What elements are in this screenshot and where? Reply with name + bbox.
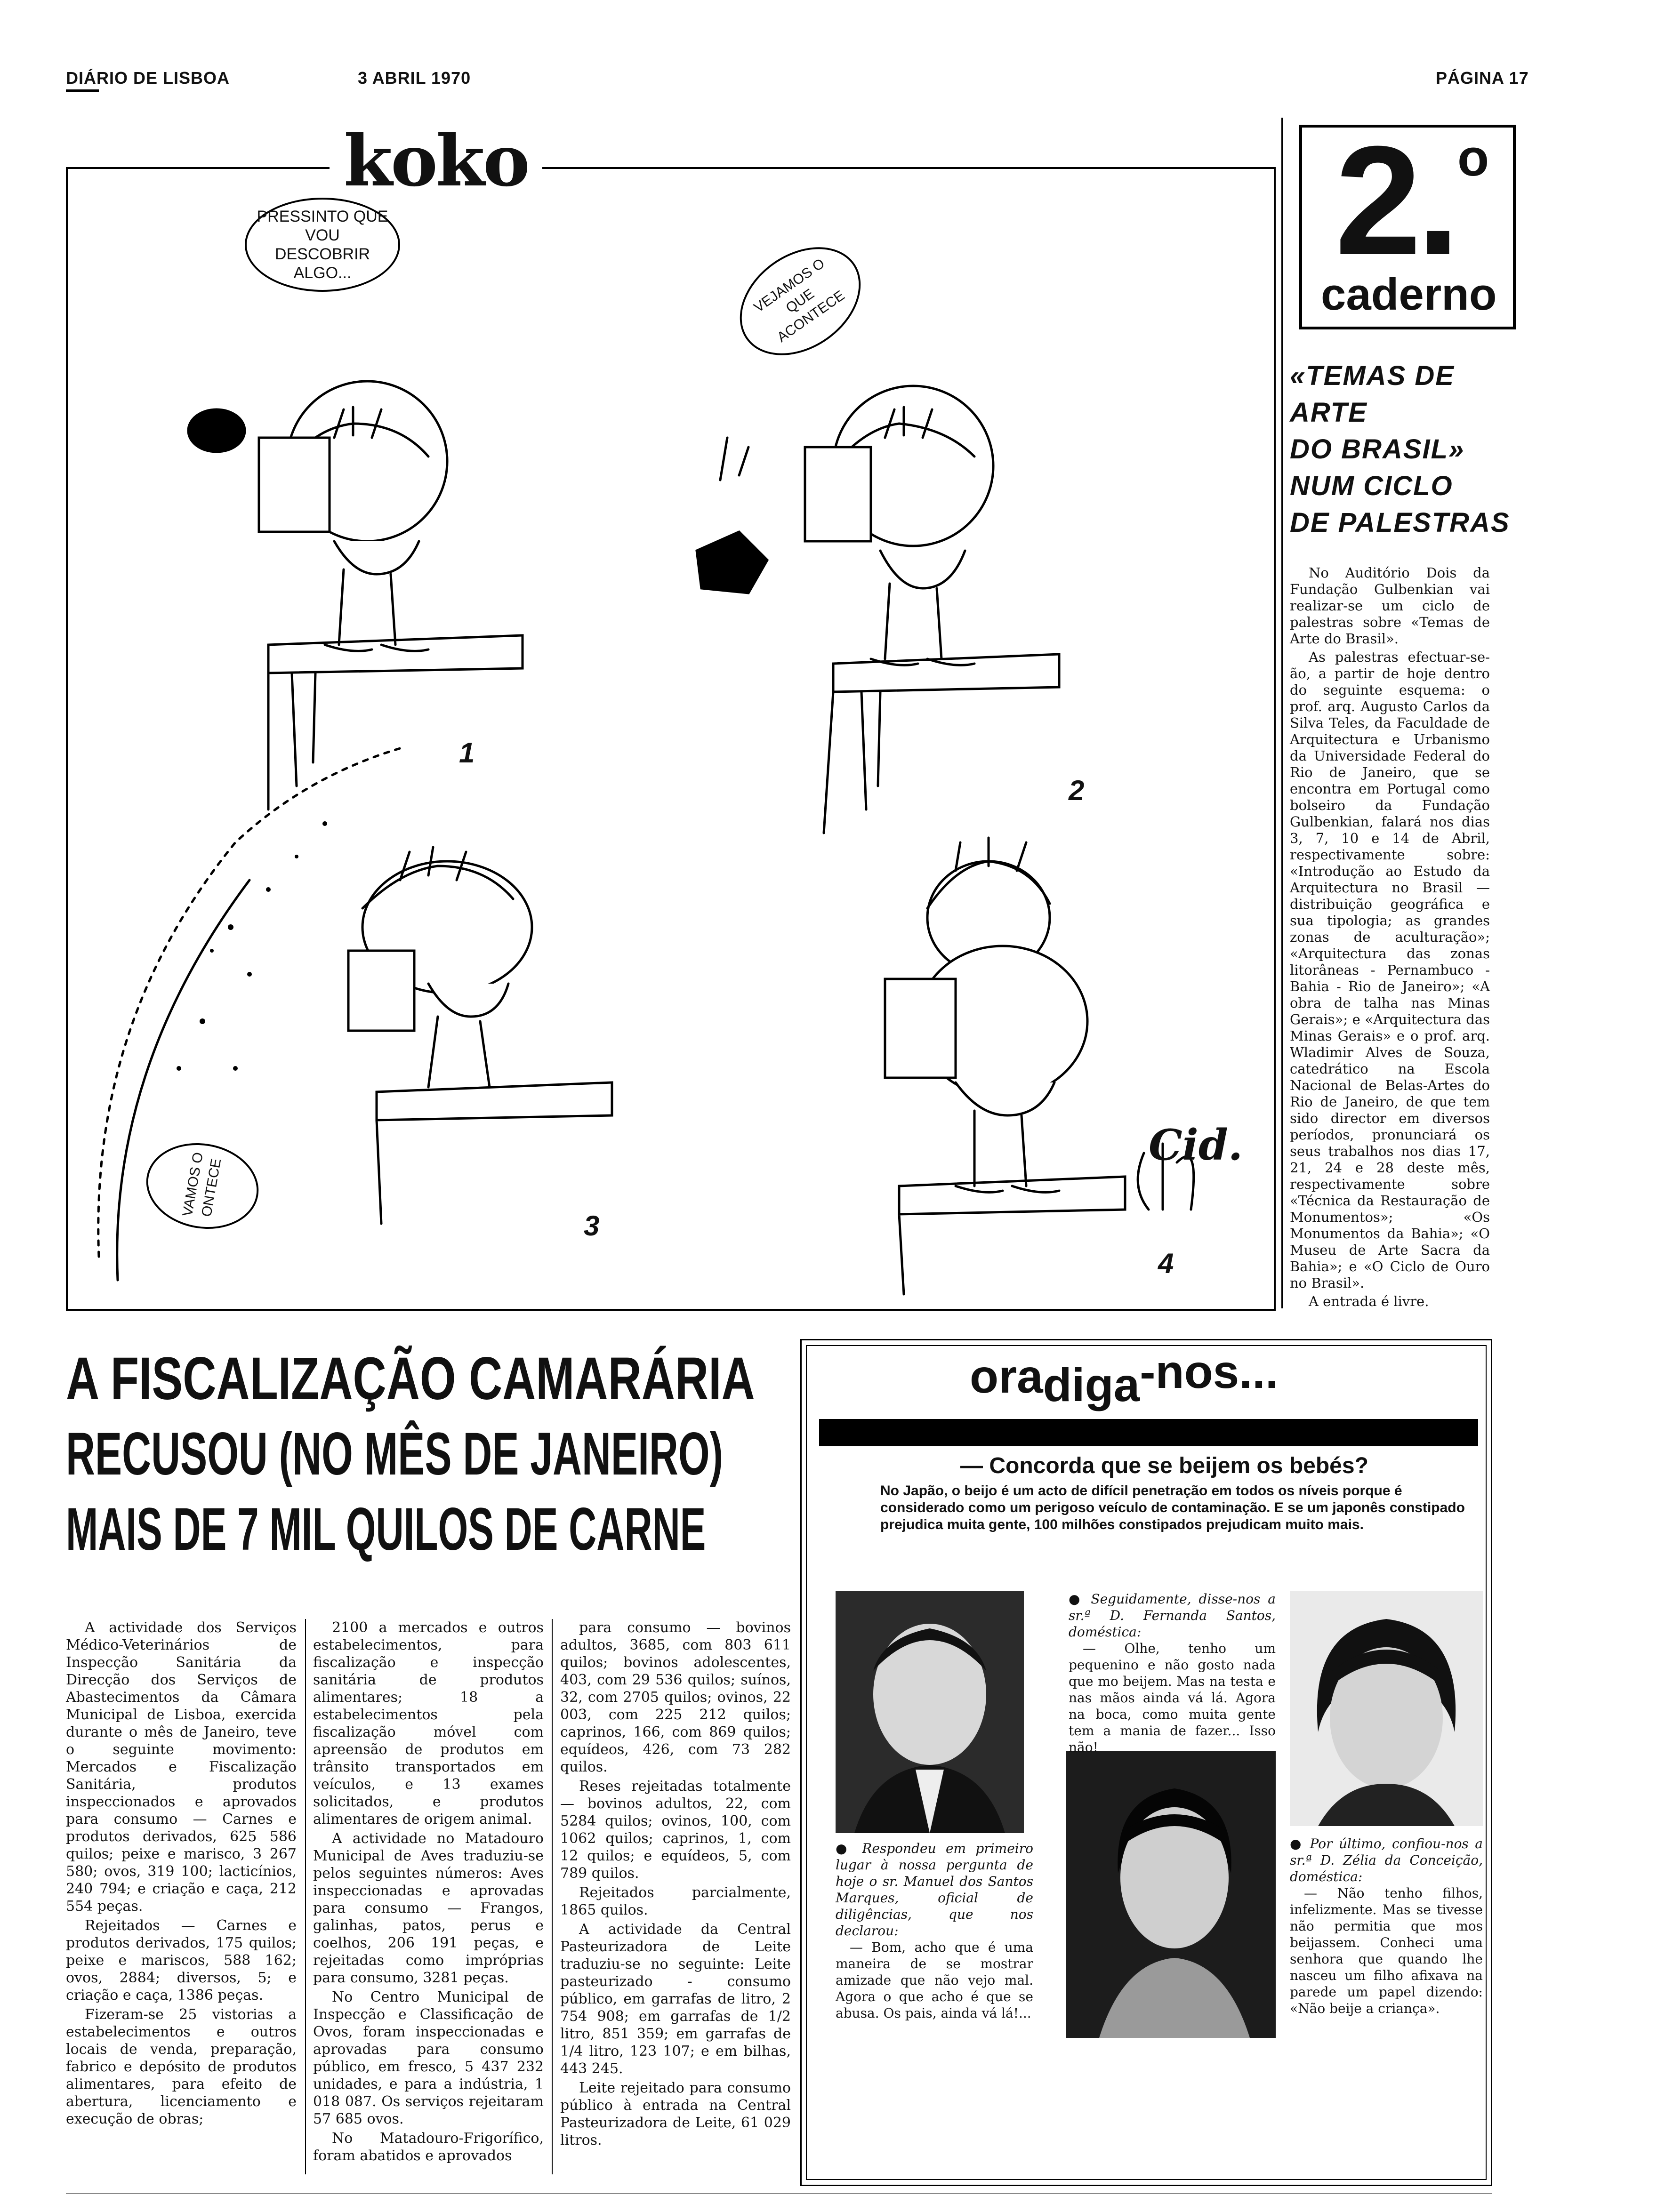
ora-diga-nos-logo bbox=[970, 1346, 1279, 1411]
column-rule bbox=[552, 1619, 553, 2174]
bullet-icon: ● bbox=[1290, 1836, 1310, 1851]
logo-nos: -nos... bbox=[1140, 1346, 1279, 1398]
logo-ora: ora bbox=[970, 1350, 1043, 1403]
bullet-icon: ● bbox=[836, 1841, 862, 1856]
photo-fernanda-santos bbox=[1290, 1591, 1483, 1826]
article-paragraph: 2100 a mercados e outros estabelecimentos, para fiscalização e inspecção sanitária de produtos alimentares; 18 a estabelecimentos pela fiscalização móvel com apreensão de produtos em trânsito transportados em veículos, e 13 exames solicitados, e produtos alimentares de origem animal. bbox=[313, 1619, 544, 1827]
sidebar-headline-line: DO BRASIL» bbox=[1290, 434, 1465, 465]
article-paragraph: No Matadouro-Frigorífico, foram abatidos e aprovados bbox=[313, 2130, 544, 2164]
sidebar-article-body bbox=[1290, 565, 1490, 1312]
issue-date: 3 ABRIL 1970 bbox=[358, 68, 471, 88]
main-article-col-2 bbox=[313, 1619, 544, 2166]
article-paragraph: A actividade no Matadouro Municipal de Aves traduziu-se pelos seguintes números: Aves inspeccionadas e aprovadas para consumo — Frangos, galinhas, patos, perus e coelhos, 206 191 peças, e rejeitadas como impróprias para consumo, 3281 peças. bbox=[313, 1830, 544, 1986]
comic-art bbox=[71, 174, 1271, 1304]
article-paragraph: Reses rejeitadas totalmente — bovinos adultos, 22, com 5284 quilos; ovinos, 100, com 1062 quilos; caprinos, 1, com 12 quilos; e equídeos, 5, com 789 quilos. bbox=[560, 1778, 791, 1882]
panel-3-caveman bbox=[348, 847, 532, 1087]
article-paragraph: Rejeitados parcialmente, 1865 quilos. bbox=[560, 1884, 791, 1918]
caderno-label: caderno bbox=[1321, 269, 1497, 320]
main-headline-line: RECUSOU (NO MÊS DE JANEIRO) bbox=[66, 1420, 724, 1488]
answer-1-reply: — Bom, acho que é uma maneira de se mostrar amizade que não vejo mal. Agora o que acho é que se abusa. Os pais, ainda vá lá!... bbox=[836, 1940, 1033, 2021]
panel-2-number: 2 bbox=[1069, 775, 1085, 806]
main-article-col-1 bbox=[66, 1619, 297, 2130]
answer-3 bbox=[1290, 1835, 1483, 2017]
answer-2-intro: Seguidamente, disse-nos a sr.ª D. Fernanda Santos, doméstica: bbox=[1069, 1591, 1276, 1640]
panel-4-number: 4 bbox=[1158, 1248, 1174, 1279]
ora-diga-nos-black-bar bbox=[819, 1419, 1478, 1446]
panel-1-caveman bbox=[259, 381, 447, 651]
answer-1-intro: Respondeu em primeiro lugar à nossa pergunta de hoje o sr. Manuel dos Santos Marques, oficial de diligências, que nos declarou: bbox=[836, 1841, 1033, 1939]
caderno-box bbox=[1299, 113, 1516, 329]
bullet-icon: ● bbox=[1069, 1591, 1091, 1607]
photo-zelia-conceicao bbox=[1066, 1751, 1276, 2038]
sidebar-paragraph: A entrada é livre. bbox=[1309, 1293, 1429, 1309]
column-rule bbox=[305, 1619, 306, 2174]
sidebar-paragraph: As palestras efectuar-se-ão, a partir de hoje dentro do seguinte esquema: o prof. arq. Augusto Carlos da Silva Teles, da Faculdade de Arquitectura e Urbanismo da Universidade Federal do Rio de Janeiro, que se encontra em Portugal como bolseiro da Fundação Gulbenkian, falará nos dias 3, 7, 10 e 14 de Abril, respectivamente sobre: «Introdução ao Estudo da Arquitectura no Brasil — distribuição geográfica e sua tipologia; as grandes zonas de aculturação»; «Arquitectura das zonas litorâneas - Pernambuco - Bahia - Rio de Janeiro»; «A obra de talha nas Minas Gerais»; e «Arquitectura das Minas Gerais» e o prof. arq. Wladimir Alves de Souza, catedrático na Escola Nacional de Belas-Artes do Rio de Janeiro, de que tem sido director em diversos períodos, pronunciará os seus trabalhos nos dias 17, 21, 24 e 28 deste mês, respectivamente sobre «Técnica da Restauração de Monumentos»; «Os Monumentos da Bahia»; «O Museu de Arte Sacra da Bahia»; e «O Ciclo de Ouro no Brasil». bbox=[1290, 649, 1490, 1291]
answer-3-intro: Por último, confiou-nos a sr.ª D. Zélia da Conceição, doméstica: bbox=[1290, 1836, 1483, 1884]
panel-1-speech-bubble: PRESSINTO QUE VOU DESCOBRIR ALGO... bbox=[245, 198, 400, 292]
answer-2-reply: — Olhe, tenho um pequenino e não gosto nada que mo beijem. Mas na testa e nas mãos ainda vá lá. Agora na boca, como muita gente tem a mania de fazer... Isso não! bbox=[1069, 1641, 1276, 1755]
sidebar-headline bbox=[1290, 358, 1516, 541]
article-paragraph: No Centro Municipal de Inspecção e Classificação de Ovos, foram inspeccionadas e aprovadas para consumo público, em fresco, 5 437 232 unidades, e para a indústria, 1 018 087. Os serviços rejeitaram 57 685 ovos. bbox=[313, 1989, 544, 2127]
article-paragraph: A actividade dos Serviços Médico-Veterinários de Inspecção Sanitária da Direcção dos Serviços de Abastecimentos da Câmara Municipal de Lisboa, exercida durante o mês de Janeiro, teve o seguinte movimento: Mercados e Fiscalização Sanitária, produtos inspeccionados e aprovados para consumo — Carnes e produtos derivados, 625 586 quilos; peixe e marisco, 3 267 580; ovos, 319 100; lacticínios, 240 794; e criação e caça, 212 554 peças. bbox=[66, 1619, 297, 1915]
answer-3-reply: — Não tenho filhos, infelizmente. Mas se tivesse não permitia que mos beijassem. Conheci uma senhora que quando lhe nasceu um filho afixava na parede um papel dizendo: «Não beije a criança». bbox=[1290, 1885, 1483, 2016]
caderno-numeral: 2. bbox=[1335, 113, 1456, 287]
sidebar-headline-line: NUM CICLO bbox=[1290, 471, 1453, 501]
article-paragraph: para consumo — bovinos adultos, 3685, com 803 611 quilos; bovinos adolescentes, 403, com 29 536 quilos; suínos, 32, com 2705 quilos; ovinos, 22 003, com 225 212 quilos; caprinos, 166, com 869 quilos; equídeos, 426, com 73 282 quilos. bbox=[560, 1619, 791, 1775]
panel-2-caveman bbox=[805, 386, 993, 665]
newspaper-name: DIÁRIO DE LISBOA bbox=[66, 68, 230, 88]
sidebar-divider bbox=[1281, 118, 1283, 1308]
bottom-page-rule bbox=[66, 2193, 1492, 2194]
main-headline-line: MAIS DE 7 MIL QUILOS DE CARNE bbox=[66, 1496, 706, 1563]
page-number: PÁGINA 17 bbox=[1436, 68, 1529, 88]
comic-signature: Cid. bbox=[1149, 1120, 1243, 1170]
sidebar-paragraph: No Auditório Dois da Fundação Gulbenkian vai realizar-se um ciclo de palestras sobre «Temas de Arte do Brasil». bbox=[1290, 565, 1490, 647]
ora-intro: No Japão, o beijo é um acto de difícil penetração em todos os níveis porque é considerado como um perigoso veículo de contaminação. E se um japonês constipado prejudica muita gente, 100 milhões constipados prejudicam muito mais. bbox=[880, 1483, 1465, 1532]
answer-2 bbox=[1069, 1591, 1276, 1755]
caderno-degree: o bbox=[1457, 129, 1489, 187]
logo-diga: diga bbox=[1043, 1359, 1140, 1411]
panel-4-caveman bbox=[885, 838, 1087, 1192]
panel-3-speech-bubble: VAMOS O ONTECE bbox=[139, 1135, 265, 1238]
main-headline bbox=[66, 1341, 786, 1567]
article-paragraph: A actividade da Central Pasteurizadora de Leite traduziu-se no seguinte: Leite pasteurizado - consumo público, em garrafas de litro, 2 754 908; em garrafas de 1/2 litro, 851 359; em garrafas de 1/4 litro, 123 107; e em bilhas, 443 245. bbox=[560, 1921, 791, 2077]
answer-1 bbox=[836, 1840, 1033, 2021]
panel-1-number: 1 bbox=[459, 737, 475, 769]
photo-manuel-santos-marques bbox=[836, 1591, 1024, 1833]
article-paragraph: Leite rejeitado para consumo público à entrada na Central Pasteurizadora de Leite, 61 029 litros. bbox=[560, 2080, 791, 2148]
header-rule-short bbox=[66, 89, 99, 92]
sidebar-headline-line: DE PALESTRAS bbox=[1290, 507, 1510, 538]
ora-question: — Concorda que se beijem os bebés? bbox=[960, 1453, 1368, 1478]
panel-2-speech-bubble: VEJAMOS O QUE ACONTECE bbox=[719, 225, 881, 377]
panel-3-number: 3 bbox=[584, 1210, 600, 1242]
sidebar-headline-line: «TEMAS DE ARTE bbox=[1290, 361, 1455, 428]
main-article-col-3 bbox=[560, 1619, 791, 2151]
main-headline-line: A FISCALIZAÇÃO CAMARÁRIA bbox=[66, 1345, 755, 1412]
article-paragraph: Rejeitados — Carnes e produtos derivados, 175 quilos; peixe e mariscos, 588 162; ovos, 2884; diversos, 5; e criação e caça, 1386 peças. bbox=[66, 1917, 297, 2004]
article-paragraph: Fizeram-se 25 vistorias a estabelecimentos e outros locais de venda, preparação, fabrico e depósito de produtos alimentares, para efeito de abertura, licenciamento e execução de obras; bbox=[66, 2006, 297, 2127]
comic-title: koko bbox=[330, 123, 542, 199]
